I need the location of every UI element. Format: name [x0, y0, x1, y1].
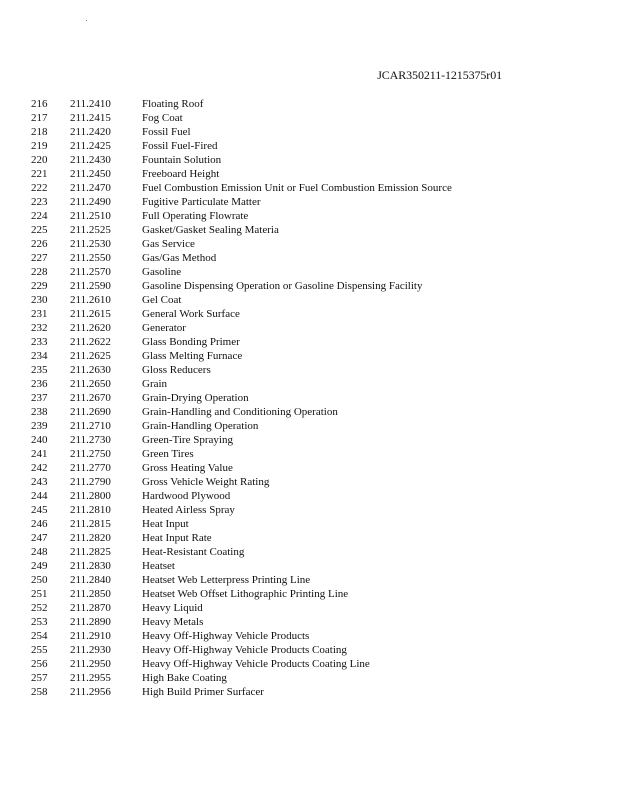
defined-term: Glass Melting Furnace [142, 350, 243, 362]
defined-term: Gross Vehicle Weight Rating [142, 476, 270, 488]
defined-term: Heavy Off-Highway Vehicle Products [142, 630, 310, 642]
defined-term: Fossil Fuel [142, 126, 191, 138]
definition-row [31, 293, 591, 307]
defined-term: Gloss Reducers [142, 364, 211, 376]
row-number: 256 [31, 658, 48, 670]
section-code: 211.2625 [70, 350, 111, 362]
definition-row [31, 125, 591, 139]
row-number: 254 [31, 630, 48, 642]
row-number: 229 [31, 280, 48, 292]
definition-row [31, 237, 591, 251]
row-number: 253 [31, 616, 48, 628]
defined-term: Gas/Gas Method [142, 252, 217, 264]
section-code: 211.2630 [70, 364, 111, 376]
section-code: 211.2670 [70, 392, 111, 404]
definition-row [31, 223, 591, 237]
section-code: 211.2420 [70, 126, 111, 138]
definition-row [31, 363, 591, 377]
row-number: 228 [31, 266, 48, 278]
row-number: 237 [31, 392, 48, 404]
section-code: 211.2530 [70, 238, 111, 250]
definition-row [31, 573, 591, 587]
definition-row [31, 153, 591, 167]
definition-row [31, 335, 591, 349]
section-code: 211.2770 [70, 462, 111, 474]
defined-term: Gel Coat [142, 294, 182, 306]
row-number: 232 [31, 322, 48, 334]
section-code: 211.2410 [70, 98, 111, 110]
section-code: 211.2810 [70, 504, 111, 516]
definition-row [31, 405, 591, 419]
section-code: 211.2825 [70, 546, 111, 558]
definition-row [31, 657, 591, 671]
defined-term: Fog Coat [142, 112, 183, 124]
document-id: JCAR350211-1215375r01 [377, 68, 502, 82]
section-code: 211.2450 [70, 168, 111, 180]
row-number: 220 [31, 154, 48, 166]
definition-row [31, 629, 591, 643]
defined-term: Green Tires [142, 448, 194, 460]
row-number: 227 [31, 252, 48, 264]
row-number: 219 [31, 140, 48, 152]
section-code: 211.2620 [70, 322, 111, 334]
row-number: 243 [31, 476, 48, 488]
row-number: 236 [31, 378, 48, 390]
row-number: 251 [31, 588, 48, 600]
row-number: 226 [31, 238, 48, 250]
defined-term: Heavy Metals [142, 616, 204, 628]
row-number: 252 [31, 602, 48, 614]
definition-row [31, 251, 591, 265]
row-number: 246 [31, 518, 48, 530]
defined-term: Heavy Liquid [142, 602, 203, 614]
row-number: 234 [31, 350, 48, 362]
definition-row [31, 503, 591, 517]
defined-term: Green-Tire Spraying [142, 434, 233, 446]
row-number: 225 [31, 224, 48, 236]
row-number: 235 [31, 364, 48, 376]
defined-term: Heatset [142, 560, 175, 572]
defined-term: Fuel Combustion Emission Unit or Fuel Combustion Emission Source [142, 182, 452, 194]
section-code: 211.2750 [70, 448, 111, 460]
row-number: 218 [31, 126, 48, 138]
defined-term: Gross Heating Value [142, 462, 233, 474]
definition-row [31, 475, 591, 489]
definition-row [31, 97, 591, 111]
section-code: 211.2955 [70, 672, 111, 684]
definition-row [31, 517, 591, 531]
row-number: 248 [31, 546, 48, 558]
definitions-list [31, 97, 591, 699]
section-code: 211.2800 [70, 490, 111, 502]
section-code: 211.2790 [70, 476, 111, 488]
defined-term: Gasket/Gasket Sealing Materia [142, 224, 279, 236]
definition-row [31, 615, 591, 629]
section-code: 211.2710 [70, 420, 111, 432]
section-code: 211.2890 [70, 616, 111, 628]
row-number: 217 [31, 112, 48, 124]
section-code: 211.2550 [70, 252, 111, 264]
defined-term: Full Operating Flowrate [142, 210, 249, 222]
section-code: 211.2490 [70, 196, 111, 208]
row-number: 255 [31, 644, 48, 656]
defined-term: Gasoline [142, 266, 182, 278]
definition-row [31, 167, 591, 181]
section-code: 211.2690 [70, 406, 111, 418]
row-number: 247 [31, 532, 48, 544]
defined-term: High Build Primer Surfacer [142, 686, 264, 698]
defined-term: High Bake Coating [142, 672, 227, 684]
definition-row [31, 545, 591, 559]
row-number: 249 [31, 560, 48, 572]
definition-row [31, 195, 591, 209]
defined-term: Heavy Off-Highway Vehicle Products Coating [142, 644, 347, 656]
defined-term: Heat Input Rate [142, 532, 212, 544]
row-number: 224 [31, 210, 48, 222]
defined-term: Fountain Solution [142, 154, 222, 166]
definition-row [31, 321, 591, 335]
definition-row [31, 279, 591, 293]
defined-term: Heat Input [142, 518, 189, 530]
definition-row [31, 111, 591, 125]
defined-term: Heatset Web Letterpress Printing Line [142, 574, 311, 586]
stray-mark [86, 20, 87, 21]
section-code: 211.2815 [70, 518, 111, 530]
definition-row [31, 307, 591, 321]
definition-row [31, 685, 591, 699]
section-code: 211.2956 [70, 686, 111, 698]
definition-row [31, 349, 591, 363]
definition-row [31, 643, 591, 657]
section-code: 211.2850 [70, 588, 111, 600]
defined-term: Grain [142, 378, 168, 390]
definition-row [31, 559, 591, 573]
defined-term: Generator [142, 322, 186, 334]
definition-row [31, 181, 591, 195]
section-code: 211.2930 [70, 644, 111, 656]
definition-row [31, 391, 591, 405]
section-code: 211.2870 [70, 602, 111, 614]
row-number: 230 [31, 294, 48, 306]
section-code: 211.2820 [70, 532, 111, 544]
defined-term: Hardwood Plywood [142, 490, 231, 502]
row-number: 244 [31, 490, 48, 502]
section-code: 211.2840 [70, 574, 111, 586]
definition-row [31, 671, 591, 685]
defined-term: Heated Airless Spray [142, 504, 235, 516]
defined-term: Grain-Drying Operation [142, 392, 249, 404]
defined-term: Freeboard Height [142, 168, 220, 180]
row-number: 216 [31, 98, 48, 110]
section-code: 211.2622 [70, 336, 111, 348]
section-code: 211.2430 [70, 154, 111, 166]
section-code: 211.2910 [70, 630, 111, 642]
row-number: 241 [31, 448, 48, 460]
definition-row [31, 447, 591, 461]
row-number: 250 [31, 574, 48, 586]
defined-term: Gas Service [142, 238, 195, 250]
row-number: 221 [31, 168, 48, 180]
row-number: 257 [31, 672, 48, 684]
definition-row [31, 209, 591, 223]
defined-term: Fossil Fuel-Fired [142, 140, 218, 152]
section-code: 211.2470 [70, 182, 111, 194]
section-code: 211.2525 [70, 224, 111, 236]
defined-term: Heavy Off-Highway Vehicle Products Coating Line [142, 658, 370, 670]
definition-row [31, 265, 591, 279]
section-code: 211.2610 [70, 294, 111, 306]
section-code: 211.2615 [70, 308, 111, 320]
row-number: 233 [31, 336, 48, 348]
defined-term: Glass Bonding Primer [142, 336, 240, 348]
row-number: 239 [31, 420, 48, 432]
row-number: 242 [31, 462, 48, 474]
section-code: 211.2570 [70, 266, 111, 278]
section-code: 211.2425 [70, 140, 111, 152]
section-code: 211.2415 [70, 112, 111, 124]
definition-row [31, 419, 591, 433]
row-number: 238 [31, 406, 48, 418]
definition-row [31, 433, 591, 447]
defined-term: Grain-Handling Operation [142, 420, 259, 432]
row-number: 222 [31, 182, 48, 194]
row-number: 240 [31, 434, 48, 446]
defined-term: Grain-Handling and Conditioning Operation [142, 406, 338, 418]
defined-term: Floating Roof [142, 98, 204, 110]
defined-term: Heat-Resistant Coating [142, 546, 245, 558]
definition-row [31, 587, 591, 601]
section-code: 211.2510 [70, 210, 111, 222]
defined-term: Gasoline Dispensing Operation or Gasoline Dispensing Facility [142, 280, 423, 292]
row-number: 223 [31, 196, 48, 208]
row-number: 258 [31, 686, 48, 698]
section-code: 211.2590 [70, 280, 111, 292]
defined-term: Heatset Web Offset Lithographic Printing Line [142, 588, 349, 600]
row-number: 231 [31, 308, 48, 320]
defined-term: General Work Surface [142, 308, 240, 320]
definition-row [31, 139, 591, 153]
section-code: 211.2950 [70, 658, 111, 670]
section-code: 211.2730 [70, 434, 111, 446]
definition-row [31, 377, 591, 391]
section-code: 211.2650 [70, 378, 111, 390]
defined-term: Fugitive Particulate Matter [142, 196, 261, 208]
section-code: 211.2830 [70, 560, 111, 572]
definition-row [31, 489, 591, 503]
definition-row [31, 601, 591, 615]
row-number: 245 [31, 504, 48, 516]
definition-row [31, 531, 591, 545]
definition-row [31, 461, 591, 475]
